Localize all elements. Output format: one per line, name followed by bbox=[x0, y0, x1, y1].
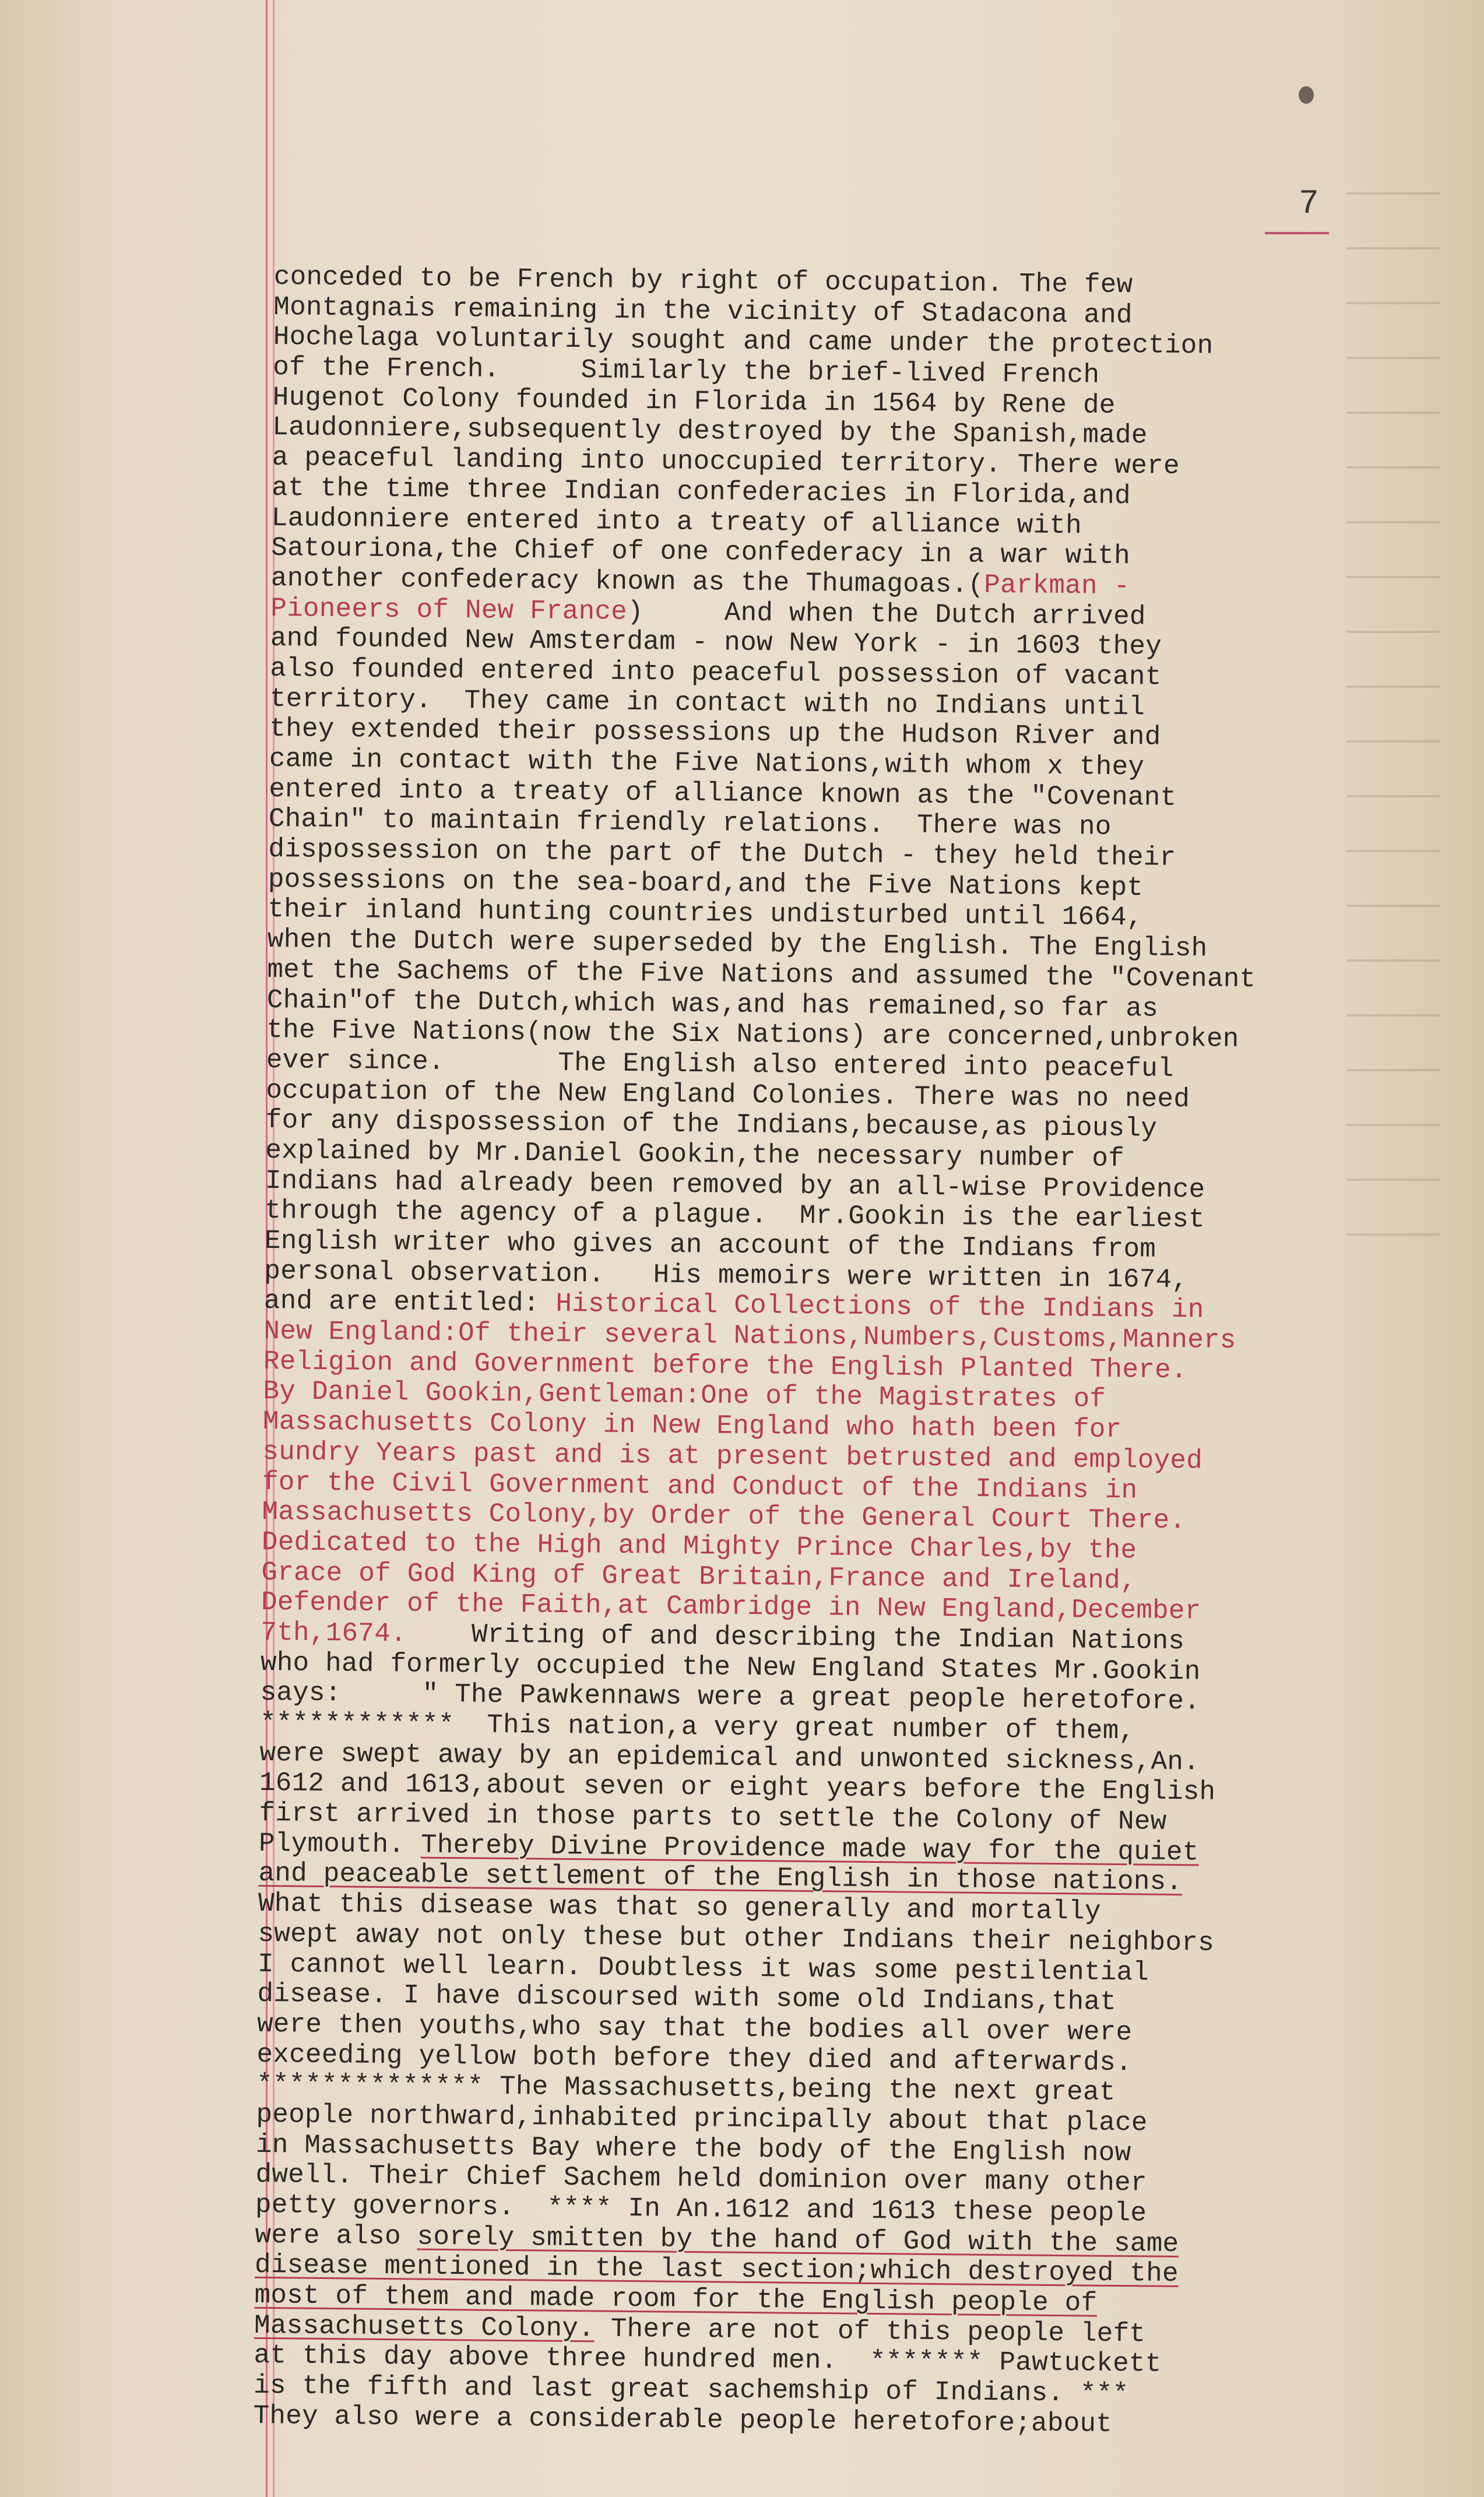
typed-text: Hochelaga voluntarily sought and came under the protection bbox=[273, 322, 1214, 361]
red-typed-text: Religion and Government before the English Planted There. bbox=[263, 1346, 1187, 1385]
typed-text: possessions on the sea-board,and the Five Nations kept bbox=[268, 864, 1144, 903]
red-typed-text: Parkman - bbox=[983, 569, 1130, 602]
typed-text: when the Dutch were superseded by the English. The English bbox=[267, 924, 1208, 964]
typed-text: There are not of this people left bbox=[594, 2313, 1146, 2350]
typed-text: in Massachusetts Bay where the body of the English now bbox=[255, 2129, 1131, 2168]
typed-text: conceded to be French by right of occupation. The few bbox=[273, 262, 1133, 301]
typed-text: at the time three Indian confederacies in Florida,and bbox=[272, 472, 1131, 511]
underlined-text: sorely smitten by the hand of God with the same bbox=[417, 2221, 1179, 2259]
typed-text: Indians had already been removed by an all-wise Providence bbox=[265, 1165, 1205, 1205]
typed-text: ) And when the Dutch arrived bbox=[627, 596, 1146, 632]
typed-text: English writer who gives an account of the Indians from bbox=[264, 1225, 1156, 1265]
red-typed-text: Historical Collections of the Indians in bbox=[555, 1289, 1204, 1325]
typed-text: Writing of and describing the Indian Nations bbox=[406, 1619, 1185, 1657]
typed-text: Montagnais remaining in the vicinity of Stadacona and bbox=[273, 291, 1133, 330]
red-typed-text: New England:Of their several Nations,Numbers,Customs,Manners bbox=[263, 1316, 1236, 1356]
typed-text: territory. They came in contact with no Indians until bbox=[269, 683, 1145, 723]
red-typed-text: sundry Years past and is at present betrusted and employed bbox=[262, 1436, 1203, 1476]
typed-text: 1612 and 1613,about seven or eight years before the English bbox=[259, 1768, 1216, 1808]
typed-text: disease. I have discoursed with some old Indians,that bbox=[257, 1979, 1117, 2018]
red-typed-text: Massachusetts Colony,by Order of the General Court There. bbox=[262, 1497, 1186, 1536]
typed-text: is the fifth and last great sachemship of Indians. *** bbox=[253, 2370, 1129, 2410]
typed-text: They also were a considerable people heretofore;about bbox=[253, 2400, 1113, 2439]
typed-text: through the agency of a plague. Mr.Gookin is the earliest bbox=[265, 1195, 1205, 1235]
typed-text: ************** The Massachusetts,being the next great bbox=[256, 2069, 1116, 2108]
typed-text: and founded New Amsterdam - now New York - in 1603 they bbox=[270, 623, 1162, 662]
underlined-text: disease mentioned in the last section;which destroyed the bbox=[254, 2250, 1179, 2289]
underlined-text: most of them and made room for the English people of bbox=[254, 2280, 1098, 2319]
typed-text: met the Sachems of the Five Nations and assumed the "Covenant bbox=[267, 954, 1256, 995]
typed-text: a peaceful landing into unoccupied territory. There were bbox=[272, 442, 1180, 482]
typed-text: Plymouth. bbox=[258, 1828, 421, 1861]
typed-text: swept away not only these but other Indians their neighbors bbox=[258, 1918, 1215, 1958]
red-typed-text: Pioneers of New France bbox=[270, 593, 628, 627]
typed-text: dispossession on the part of the Dutch - they held their bbox=[268, 834, 1176, 873]
page-number: 7 bbox=[1299, 185, 1319, 223]
typed-text: Satouriona,the Chief of one confederacy in a war with bbox=[271, 533, 1131, 572]
red-typed-text: Massachusetts Colony in New England who hath been for bbox=[262, 1406, 1122, 1446]
typed-text: personal observation. His memoirs were written in 1674, bbox=[264, 1255, 1188, 1295]
typed-text-body bbox=[253, 262, 1370, 2442]
typed-text: people northward,inhabited principally about that place bbox=[256, 2099, 1148, 2139]
typed-text: dwell. Their Chief Sachem held dominion over many other bbox=[255, 2160, 1147, 2199]
typed-text: and are entitled: bbox=[263, 1286, 556, 1320]
typed-text: Hugenot Colony founded in Florida in 1564 by Rene de bbox=[272, 382, 1116, 421]
typed-text: first arrived in those parts to settle the Colony of New bbox=[259, 1798, 1167, 1837]
ink-spot bbox=[1299, 86, 1314, 104]
typed-text: also founded entered into peaceful possession of vacant bbox=[270, 653, 1162, 692]
typed-text: their inland hunting countries undisturbed until 1664, bbox=[268, 894, 1143, 933]
typed-text: at this day above three hundred men. ******* Pawtuckett bbox=[254, 2340, 1162, 2380]
red-typed-text: for the Civil Government and Conduct of the Indians in bbox=[262, 1466, 1138, 1506]
typed-text: came in contact with the Five Nations,with whom x they bbox=[269, 743, 1145, 783]
red-typed-text: Defender of the Faith,at Cambridge in New England,December bbox=[261, 1587, 1201, 1627]
typed-text: entered into a treaty of alliance known as the "Covenant bbox=[269, 773, 1177, 813]
typed-text: were also bbox=[255, 2220, 417, 2252]
typed-text: the Five Nations(now the Six Nations) are concerned,unbroken bbox=[266, 1015, 1239, 1055]
typed-text: were swept away by an epidemical and unwonted sickness,An. bbox=[259, 1738, 1200, 1778]
typed-text: another confederacy known as the Thumagoas.( bbox=[270, 562, 984, 600]
page-number-underline bbox=[1265, 232, 1329, 234]
typed-text: I cannot well learn. Doubtless it was some pestilential bbox=[257, 1949, 1149, 1988]
red-typed-text: 7th,1674. bbox=[261, 1617, 407, 1650]
typed-text: of the French. Similarly the brief-lived French bbox=[273, 352, 1100, 391]
typed-text: ************ This nation,a very great number of them, bbox=[259, 1707, 1135, 1747]
typed-text: Chain"of the Dutch,which was,and has remained,so far as bbox=[266, 984, 1159, 1024]
typed-text: occupation of the New England Colonies. There was no need bbox=[266, 1075, 1190, 1114]
typed-text: Laudonniere entered into a treaty of alliance with bbox=[271, 502, 1082, 541]
typed-text: were then youths,who say that the bodies all over were bbox=[256, 2009, 1133, 2048]
underlined-text: Massachusetts Colony. bbox=[254, 2310, 595, 2344]
typed-text: explained by Mr.Daniel Gookin,the necessary number of bbox=[265, 1135, 1125, 1174]
red-typed-text: Grace of God King of Great Britain,France and Ireland, bbox=[261, 1557, 1137, 1596]
typed-text: What this disease was that so generally and mortally bbox=[258, 1888, 1101, 1927]
typed-text: Laudonniere,subsequently destroyed by the Spanish,made bbox=[272, 412, 1148, 451]
typed-text: petty governors. **** In An.1612 and 1613 these people bbox=[255, 2189, 1147, 2229]
red-typed-text: Dedicated to the High and Mighty Prince Charles,by the bbox=[261, 1527, 1137, 1566]
typed-text: says: " The Pawkennaws were a great people heretofore. bbox=[260, 1677, 1201, 1717]
typed-text: ever since. The English also entered into peaceful bbox=[266, 1044, 1174, 1084]
typed-text: they extended their possessions up the Hudson River and bbox=[269, 713, 1161, 752]
typed-text: exceeding yellow both before they died and afterwards. bbox=[256, 2039, 1133, 2078]
red-typed-text: By Daniel Gookin,Gentleman:One of the Magistrates of bbox=[263, 1376, 1106, 1415]
underlined-text: and peaceable settlement of the English in those nations. bbox=[258, 1858, 1183, 1898]
typed-text: for any dispossession of the Indians,because,as piously bbox=[265, 1105, 1158, 1144]
typed-text: who had formerly occupied the New England States Mr.Gookin bbox=[260, 1647, 1201, 1687]
typed-text: Chain" to maintain friendly relations. There was no bbox=[268, 804, 1112, 843]
underlined-text: Thereby Divine Providence made way for the quiet bbox=[420, 1830, 1199, 1868]
